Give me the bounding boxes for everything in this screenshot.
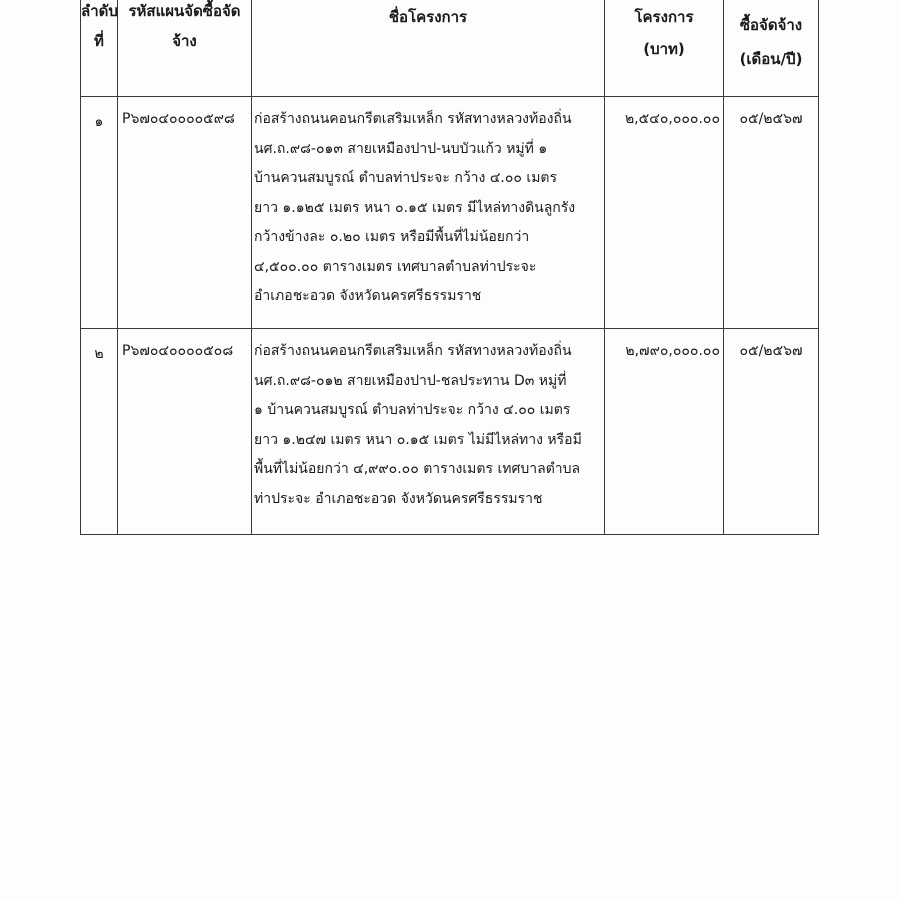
project-name-line: นศ.ถ.๙๘-๐๑๒ สายเหมืองปาป-ชลประทาน D๓ หมู่ที่ [254,372,567,389]
table-row [81,97,819,329]
row-plan-code: P๖๗๐๔๐๐๐๐๕๐๘ [118,329,252,535]
header-code-line-2: จ้าง [172,32,197,50]
header-no-line-1: ลำดับ [81,2,118,20]
project-name-line: ก่อสร้างถนนคอนกรีตเสริมเหล็ก รหัสทางหลวงท้องถิ่น [254,343,572,359]
project-name-line: อำเภอชะอวด จังหวัดนครศรีธรรมราช [254,288,482,304]
header-date-line-1: ซื้อจัดจ้าง [739,16,803,34]
row-project-name [252,329,605,535]
procurement-plan-table [80,0,819,535]
project-name-line: ๔,๕๐๐.๐๐ ตารางเมตร เทศบาลตำบลท่าประจะ [254,258,537,275]
project-name-line: กว้างข้างละ ๐.๒๐ เมตร หรือมีพื้นที่ไม่น้อยกว่า [254,229,530,245]
header-date [724,0,819,97]
header-name-line-1: ชื่อโครงการ [388,8,468,26]
project-name-line: นศ.ถ.๙๘-๐๑๓ สายเหมืองปาป-นบบัวแก้ว หมู่ที่ ๑ [254,140,548,157]
header-name [252,0,605,97]
row-no: ๑ [81,97,118,329]
row-procurement-date: ๐๕/๒๕๖๗ [724,329,819,535]
table-header-row [81,0,819,97]
header-budget [605,0,724,97]
header-no-line-2: ที่ [94,32,104,50]
row-budget: ๒,๗๙๐,๐๐๐.๐๐ [605,329,724,535]
header-date-line-2: (เดือน/ปี) [739,50,803,68]
project-name-line: บ้านควนสมบูรณ์ ตำบลท่าประจะ กว้าง ๔.๐๐ เมตร [254,170,558,186]
row-project-name [252,97,605,329]
table-row [81,329,819,535]
header-no [81,0,118,97]
header-code [118,0,252,97]
project-name-line: พื้นที่ไม่น้อยกว่า ๔,๙๙๐.๐๐ ตารางเมตร เทศบาลตำบล [254,461,581,477]
row-budget: ๒,๕๔๐,๐๐๐.๐๐ [605,97,724,329]
row-no: ๒ [81,329,118,535]
header-budget-line-2: (บาท) [643,40,685,58]
project-name-line: ๑ บ้านควนสมบูรณ์ ตำบลท่าประจะ กว้าง ๔.๐๐ เมตร [254,402,571,418]
project-name-line: ยาว ๑.๑๒๕ เมตร หนา ๐.๑๕ เมตร มีไหล่ทางดินลูกรัง [254,199,576,216]
row-procurement-date: ๐๕/๒๕๖๗ [724,97,819,329]
header-code-line-1: รหัสแผนจัดซื้อจัด [128,2,241,20]
project-name-line: ก่อสร้างถนนคอนกรีตเสริมเหล็ก รหัสทางหลวงท้องถิ่น [254,111,572,127]
row-plan-code: P๖๗๐๔๐๐๐๐๕๙๘ [118,97,252,329]
header-budget-line-1: โครงการ [634,8,694,26]
project-name-line: ท่าประจะ อำเภอชะอวด จังหวัดนครศรีธรรมราช [254,490,543,507]
project-name-line: ยาว ๑.๒๔๗ เมตร หนา ๐.๑๕ เมตร ไม่มีไหล่ทาง หรือมี [254,431,582,448]
